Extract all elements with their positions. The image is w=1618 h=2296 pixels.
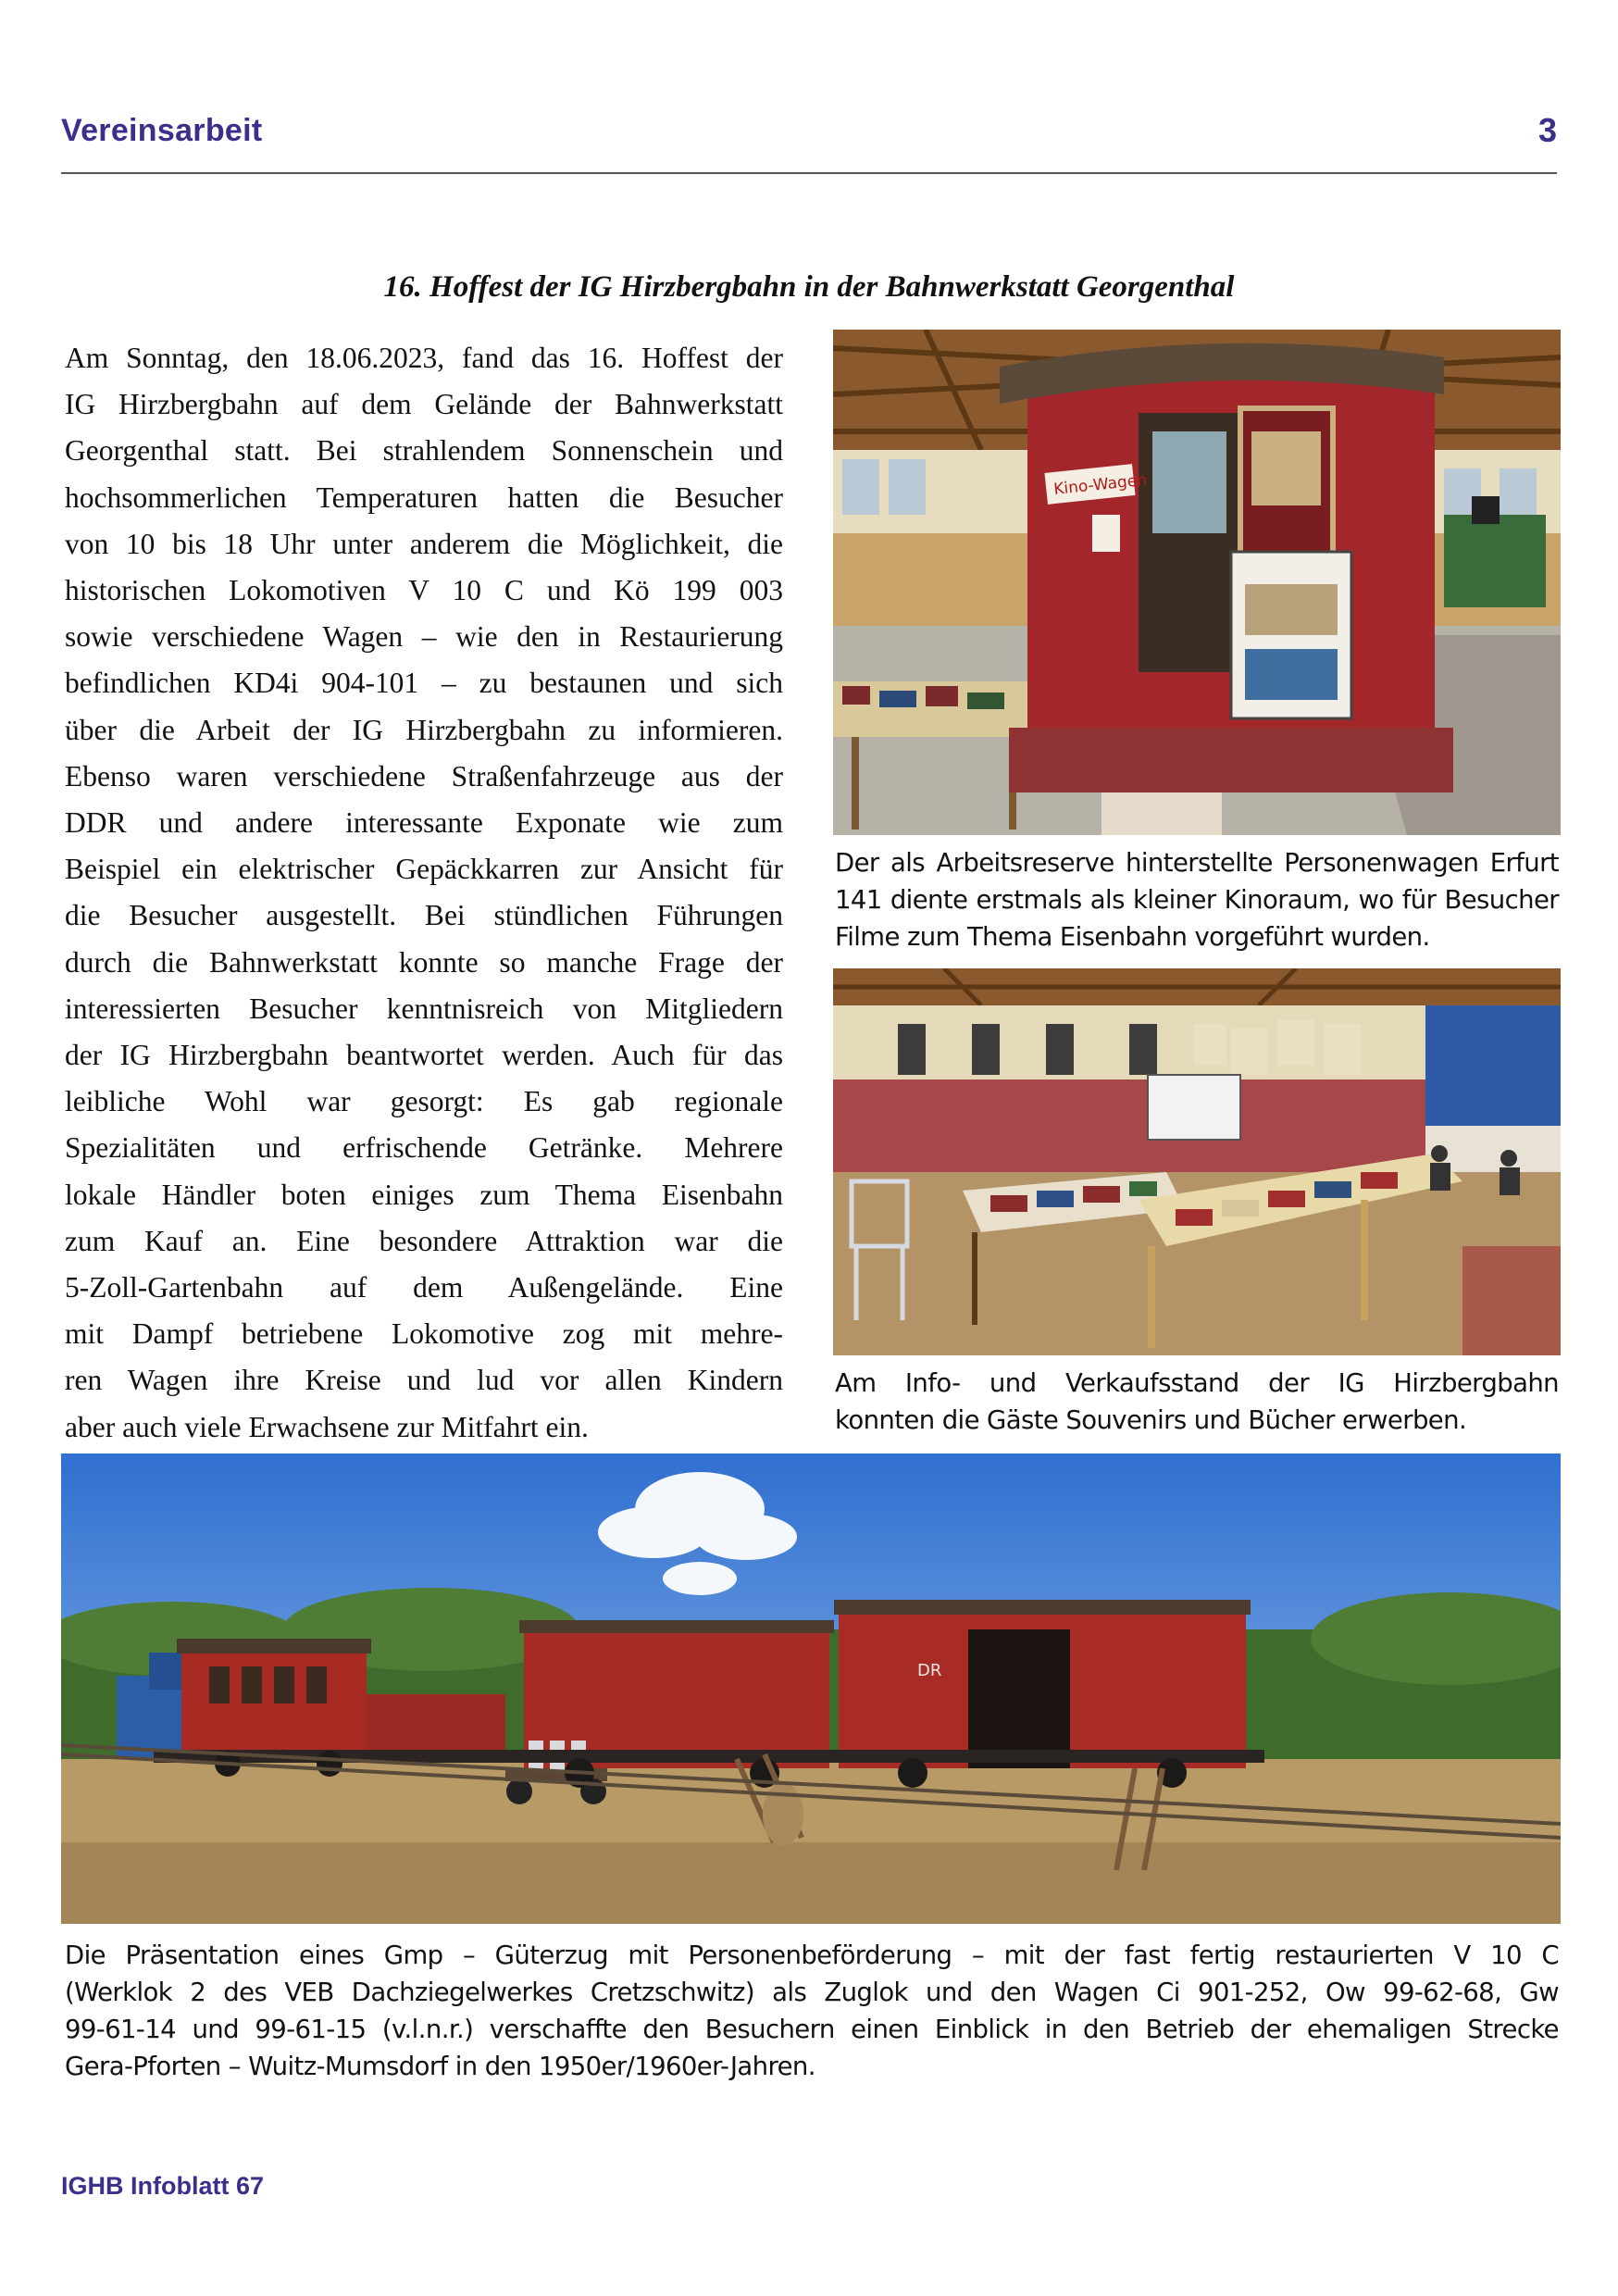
wagon-marking: DR (917, 1661, 942, 1680)
article-heading: 16. Hoffest der IG Hirzbergbahn in der Bahnwerkstatt Georgenthal (383, 270, 1235, 304)
body-line: zum Kauf an. Eine besondere Attraktion war die (65, 1224, 783, 1257)
caption-line: 141 diente erstmals als kleiner Kinoraum, wo für Besucher (835, 885, 1559, 915)
body-line: Beispiel ein elektrischer Gepäckkarren zur Ansicht für (65, 853, 783, 886)
footer-publication: IGHB Infoblatt 67 (61, 2172, 265, 2200)
body-line: über die Arbeit der IG Hirzbergbahn zu informieren. (65, 713, 783, 746)
body-line: ren Wagen ihre Kreise und lud vor allen Kindern (65, 1364, 783, 1397)
body-line: DDR und andere interessante Exponate wie zum (65, 806, 783, 840)
body-line: Ebenso waren verschiedene Straßenfahrzeuge aus der (65, 759, 783, 792)
photo-kino-wagen-image (833, 330, 1561, 835)
caption-line: 99-61-14 und 99-61-15 (v.l.n.r.) verschaffte den Besuchern einen Einblick in den Betrieb der ehemaligen Strecke (65, 2015, 1559, 2044)
body-line: Am Sonntag, den 18.06.2023, fand das 16. Hoffest der (65, 342, 783, 374)
page-number: 3 (1537, 111, 1557, 149)
caption-line: Gera-Pforten – Wuitz-Mumsdorf in den 1950er/1960er-Jahren. (65, 2052, 815, 2081)
photo-gmp-train-image (61, 1454, 1561, 1924)
body-line: sowie verschiedene Wagen – wie den in Restaurierung (65, 620, 783, 654)
body-line: durch die Bahnwerkstatt konnte so manche Frage der (65, 945, 783, 979)
body-line: historischen Lokomotiven V 10 C und Kö 199 003 (65, 574, 783, 607)
body-line: der IG Hirzbergbahn beantwortet werden. Auch für das (65, 1039, 783, 1072)
body-line: 5-Zoll-Gartenbahn auf dem Außengelände. Eine (65, 1271, 783, 1304)
body-line: hochsommerlichen Temperaturen hatten die Besucher (65, 480, 783, 514)
section-title: Vereinsarbeit (61, 113, 263, 148)
body-line: interessierten Besucher kenntnisreich von Mitgliedern (65, 992, 783, 1025)
article-body (65, 335, 783, 1451)
body-line: aber auch viele Erwachsene zur Mitfahrt ein. (65, 1410, 589, 1443)
caption-line: konnten die Gäste Souvenirs und Bücher erwerben. (835, 1405, 1467, 1435)
photo-info-stand-caption (835, 1365, 1559, 1439)
caption-line: Der als Arbeitsreserve hinterstellte Personenwagen Erfurt (835, 848, 1559, 878)
body-line: lokale Händler boten einiges zum Thema Eisenbahn (65, 1178, 783, 1211)
caption-line: (Werklok 2 des VEB Dachziegelwerkes Cretzschwitz) als Zuglok und den Wagen Ci 901-252, Ow 99-62-68, Gw (65, 1978, 1559, 2007)
caption-line: Filme zum Thema Eisenbahn vorgeführt wurden. (835, 922, 1430, 952)
body-line: leibliche Wohl war gesorgt: Es gab regionale (65, 1085, 783, 1118)
caption-line: Die Präsentation eines Gmp – Güterzug mit Personenbeförderung – mit der fast fertig restaurierten V 10 C (65, 1940, 1559, 1970)
body-line: von 10 bis 18 Uhr unter anderem die Möglichkeit, die (65, 527, 783, 560)
photo-gmp-train (61, 1454, 1561, 1924)
photo-gmp-train-caption (65, 1937, 1559, 2085)
body-line: die Besucher ausgestellt. Bei stündlichen Führungen (65, 899, 783, 932)
header-rule (61, 172, 1557, 174)
kino-wagen-sign: Kino-Wagen (1052, 470, 1148, 500)
body-line: Georgenthal statt. Bei strahlendem Sonnenschein und (65, 434, 783, 468)
body-line: IG Hirzbergbahn auf dem Gelände der Bahnwerkstatt (65, 388, 783, 421)
body-line: Spezialitäten und erfrischende Getränke. Mehrere (65, 1131, 783, 1165)
body-line: mit Dampf betriebene Lokomotive zog mit mehre- (65, 1317, 783, 1351)
photo-kino-wagen-caption (835, 844, 1559, 955)
photo-kino-wagen (833, 330, 1561, 835)
body-line: befindlichen KD4i 904-101 – zu bestaunen und sich (65, 667, 783, 700)
caption-line: Am Info- und Verkaufsstand der IG Hirzbergbahn (835, 1368, 1559, 1398)
photo-info-stand-image (833, 968, 1561, 1355)
photo-info-stand (833, 968, 1561, 1355)
